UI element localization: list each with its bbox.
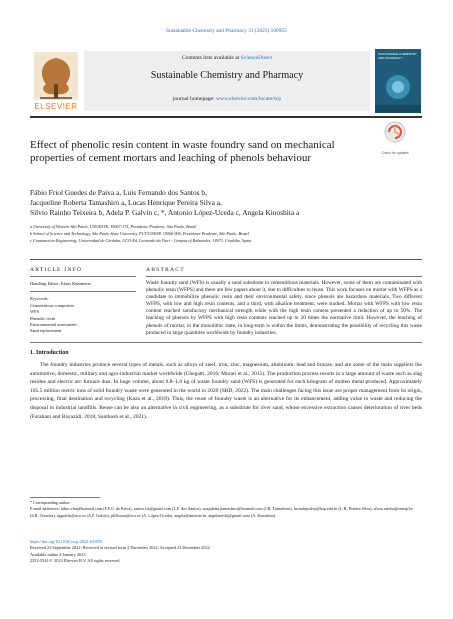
- author-line: Jacqueline Roberta Tamashiro a, Lucas Henrique Pereira Silva a,: [30, 198, 222, 207]
- homepage-link[interactable]: www.elsevier.com/locate/scp: [216, 96, 282, 102]
- abstract-heading: ABSTRACT: [146, 267, 185, 273]
- keywords-heading: Keywords:: [30, 296, 49, 301]
- affiliations: [30, 223, 422, 244]
- cover-title: SUSTAINABLE CHEMISTRY AND PHARMACY: [378, 52, 417, 60]
- check-for-updates-button[interactable]: [378, 120, 412, 158]
- doi-link[interactable]: https://doi.org/10.1016/j.scp.2022.100955: [30, 539, 103, 544]
- keywords-rule: [30, 291, 136, 292]
- keywords-list: [30, 303, 77, 334]
- paper-title: Effect of phenolic resin content in waste foundry sand on mechanical properties of cement mortars and leaching of phenols behaviour: [30, 139, 335, 164]
- homepage-line: [84, 96, 370, 102]
- copyright-line: 2352-5541/© 2023 Elsevier B.V. All rights reserved.: [30, 558, 121, 564]
- author-list: [30, 188, 410, 218]
- check-updates-icon: [378, 120, 412, 146]
- keyword: Cementitious composites: [30, 303, 75, 308]
- footnotes: [30, 500, 422, 519]
- available-online: Available online 4 January 2023: [30, 551, 86, 557]
- keyword: Sand replacement: [30, 328, 62, 334]
- abstract-text: Waste foundry sand (WFS) is usually a sand substitute in cementitious materials. However, some of them are contaminated with phenolic resin (WFPS) and there are few papers about it, due to difficulties to reuse. This work focuses on mortar with WFPS as a candidate to immobilize phenolic resin and their environmental safety, since phenols are hazardous materials. Two different WFPS, with low and high resin contents, and a third, with alkaline treatment, were studied. Mortar with WFPS with low resin content reached satisfactory mechanical strength while with the high resin content presented a reduction of up to 50%. The leaching of phenols by WFPS with high resin contents reached up to 20 times the normative limit. However, the leaching of phenols of mortar, in the monolithic state, in long-term is within the limits, demonstrating the possibility of recycling this waste produced in large quantities worldwide by foundry industries.: [146, 280, 422, 336]
- email-addresses: E-mail addresses: fabio.vfsa@hotmail.com (F.F.G. de Paiva), santos.lfs@gmail.com (L.F. dos Santos), anajuletta.jtamashiro@hotmail.com (J.R. Tamashiro), lucasdepsilva@hsp.edu.br (L.H. Pereira Silva), silvio.rainho@unesp.br (S.R. Teixeira), apgalvin@uco.es (A.P. Galvín), p62louca@uco.es (A. López-Uceda), angela@unoeste.br, angelaneski@gmail.com (A. Kinoshita).: [30, 506, 413, 518]
- keyword: Phenolic resin: [30, 315, 55, 321]
- affiliation: c Construction Engineering, Universidad de Córdoba, UCO-Ed, Leonardo da Vinci - Campus of Rabanales, 14071, Córdoba, Spain: [30, 238, 252, 243]
- corresponding-author-note: * Corresponding author.: [30, 500, 71, 505]
- check-updates-label: Check for updates: [381, 151, 409, 155]
- keyword: WFS: [30, 309, 40, 315]
- publisher-wordmark: ELSEVIER: [34, 102, 78, 111]
- homepage-prefix: journal homepage:: [172, 96, 216, 102]
- footnote-rule: [30, 497, 100, 498]
- masthead-bottom-rule: [30, 116, 422, 118]
- keyword: Environmental assessment: [30, 321, 77, 327]
- introduction-heading: 1. Introduction: [30, 350, 69, 356]
- handling-editor: Handling Editor: Klaus Kümmerer: [30, 281, 92, 286]
- affiliation: b School of Science and Technology, São Paulo State University, FCT/UNESP, 19060-900, Presidente Prudente, São Paulo, Brazil: [30, 231, 249, 236]
- running-head[interactable]: Sustainable Chemistry and Pharmacy 31 (2023) 100955: [166, 28, 287, 34]
- affiliation: a University of Western São Paulo, UNOESTE, 19067-175, Presidente Prudente, São Paulo, Brazil: [30, 224, 197, 229]
- elsevier-logo[interactable]: [30, 50, 82, 114]
- sciencedirect-link[interactable]: ScienceDirect: [240, 55, 273, 61]
- doi-block: [30, 539, 210, 565]
- cover-art-icon: [375, 49, 421, 113]
- contents-line: [84, 55, 370, 61]
- abstract-rule: [146, 276, 422, 277]
- article-info-rule: [30, 276, 136, 277]
- abstract-bottom-rule: [30, 342, 422, 343]
- contents-prefix: Contents lists available at: [181, 55, 241, 61]
- journal-cover-thumbnail[interactable]: [375, 49, 421, 113]
- author-line: Silvio Rainho Teixeira b, Adela P. Galvín c, *, Antonio López-Uceda c, Angela Kinoshita a: [30, 208, 300, 217]
- journal-title: Sustainable Chemistry and Pharmacy: [150, 70, 304, 81]
- article-info-heading: ARTICLE INFO: [30, 267, 83, 273]
- section-rule: [30, 259, 422, 260]
- author-line: Fábio Friol Guedes de Paiva a, Luis Fernando dos Santos b,: [30, 188, 207, 197]
- received-dates: Received 23 September 2022; Received in revised form 2 December 2022; Accepted 23 December 2022: [30, 545, 210, 551]
- introduction-text: The foundry industries produce several types of metals, such as alloys of steel, iron, zinc, magnesium, aluminum, lead and bronze, and are some of the main suppliers the automotive, domestic, military and agro-industrial market worldwide (Chegatti, 2016; Murari et al., 2015). The production process results in a large amount of waste such as slag residue and electric arc furnace dust. In huge volume, about 0.8–1.0 kg of waste foundry sand (WFS) is generated for each kilogram of molten metal produced. Approximately 105.5 million metric tons of solid foundry waste were generated in the world in 2020 (SRD, 2022). The main challenges facing this issue are proper management from its origin, processing, final destination and recycling (Kaza et al., 2018). Thus, the reuse of foundry waste is an alternative for its enhancement, adding value to waste and reducing the disposal in industrial landfills. Reuse can be also an alternative in civil engineering, as a substitute for river sand, whose excessive extraction causes deterioration of river beds (Farahani and Bayazidi, 2018; Santhosh et al., 2021).: [30, 362, 422, 420]
